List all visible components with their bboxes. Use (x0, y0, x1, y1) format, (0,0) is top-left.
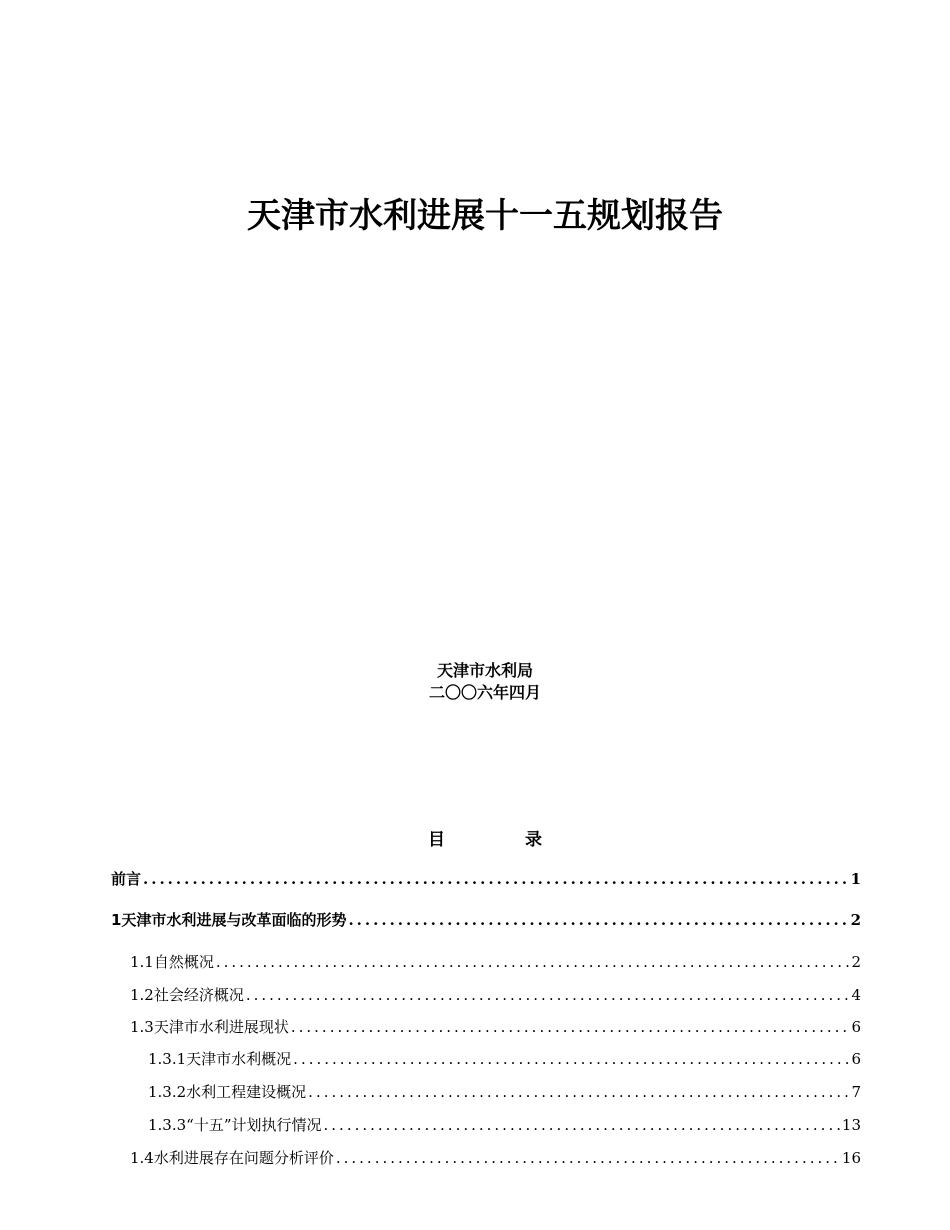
toc-entry[interactable] (130, 952, 861, 972)
toc-heading-right: 录 (525, 830, 542, 850)
toc-entry-page: 6 (851, 1050, 861, 1068)
toc-entry-text: 1.3.1天津市水利概况 (148, 1050, 292, 1068)
toc-entry-page: 1 (850, 870, 861, 888)
toc-entry[interactable] (148, 1082, 861, 1102)
toc-leader (216, 952, 850, 972)
toc-entry[interactable] (148, 1115, 861, 1135)
toc-leader (291, 1017, 850, 1037)
toc-entry-text: 前言 (111, 870, 142, 888)
toc-entry-page: 2 (850, 911, 861, 929)
toc-entry-page: 13 (841, 1116, 861, 1134)
toc-entry[interactable] (148, 1049, 861, 1069)
toc-entry-text: 1天津市水利进展与改革面临的形势 (111, 911, 347, 929)
publication-date: 二〇〇六年四月 (428, 683, 541, 702)
toc-entry[interactable] (130, 1017, 861, 1037)
toc-leader (324, 1115, 840, 1135)
toc-entry[interactable] (111, 869, 861, 889)
toc-entry-page: 4 (851, 986, 861, 1004)
toc-heading-left: 目 (428, 830, 445, 850)
toc-entry-text: 1.4水利进展存在问题分析评价 (130, 1149, 334, 1167)
toc-leader (348, 910, 848, 930)
toc-entry-page: 2 (851, 953, 861, 971)
toc-leader (336, 1148, 840, 1168)
toc-entry-text: 1.3.2水利工程建设概况 (148, 1083, 307, 1101)
toc-entry-page: 16 (841, 1149, 861, 1167)
toc-entry[interactable] (130, 985, 861, 1005)
toc-entry[interactable] (130, 1148, 861, 1168)
toc-leader (246, 985, 850, 1005)
document-title: 天津市水利进展十一五规划报告 (247, 196, 723, 236)
toc-entry-page: 7 (851, 1083, 861, 1101)
toc-entry-text: 1.1自然概况 (130, 953, 214, 971)
toc-entry-text: 1.3.3“十五”计划执行情况 (148, 1116, 322, 1134)
toc-leader (293, 1049, 849, 1069)
toc-entry-text: 1.3天津市水利进展现状 (130, 1018, 289, 1036)
toc-leader (308, 1082, 849, 1102)
toc-entry[interactable] (111, 910, 861, 930)
toc-leader (143, 869, 849, 889)
toc-entry-text: 1.2社会经济概况 (130, 986, 244, 1004)
author-organization: 天津市水利局 (436, 661, 533, 680)
toc-entry-page: 6 (851, 1018, 861, 1036)
